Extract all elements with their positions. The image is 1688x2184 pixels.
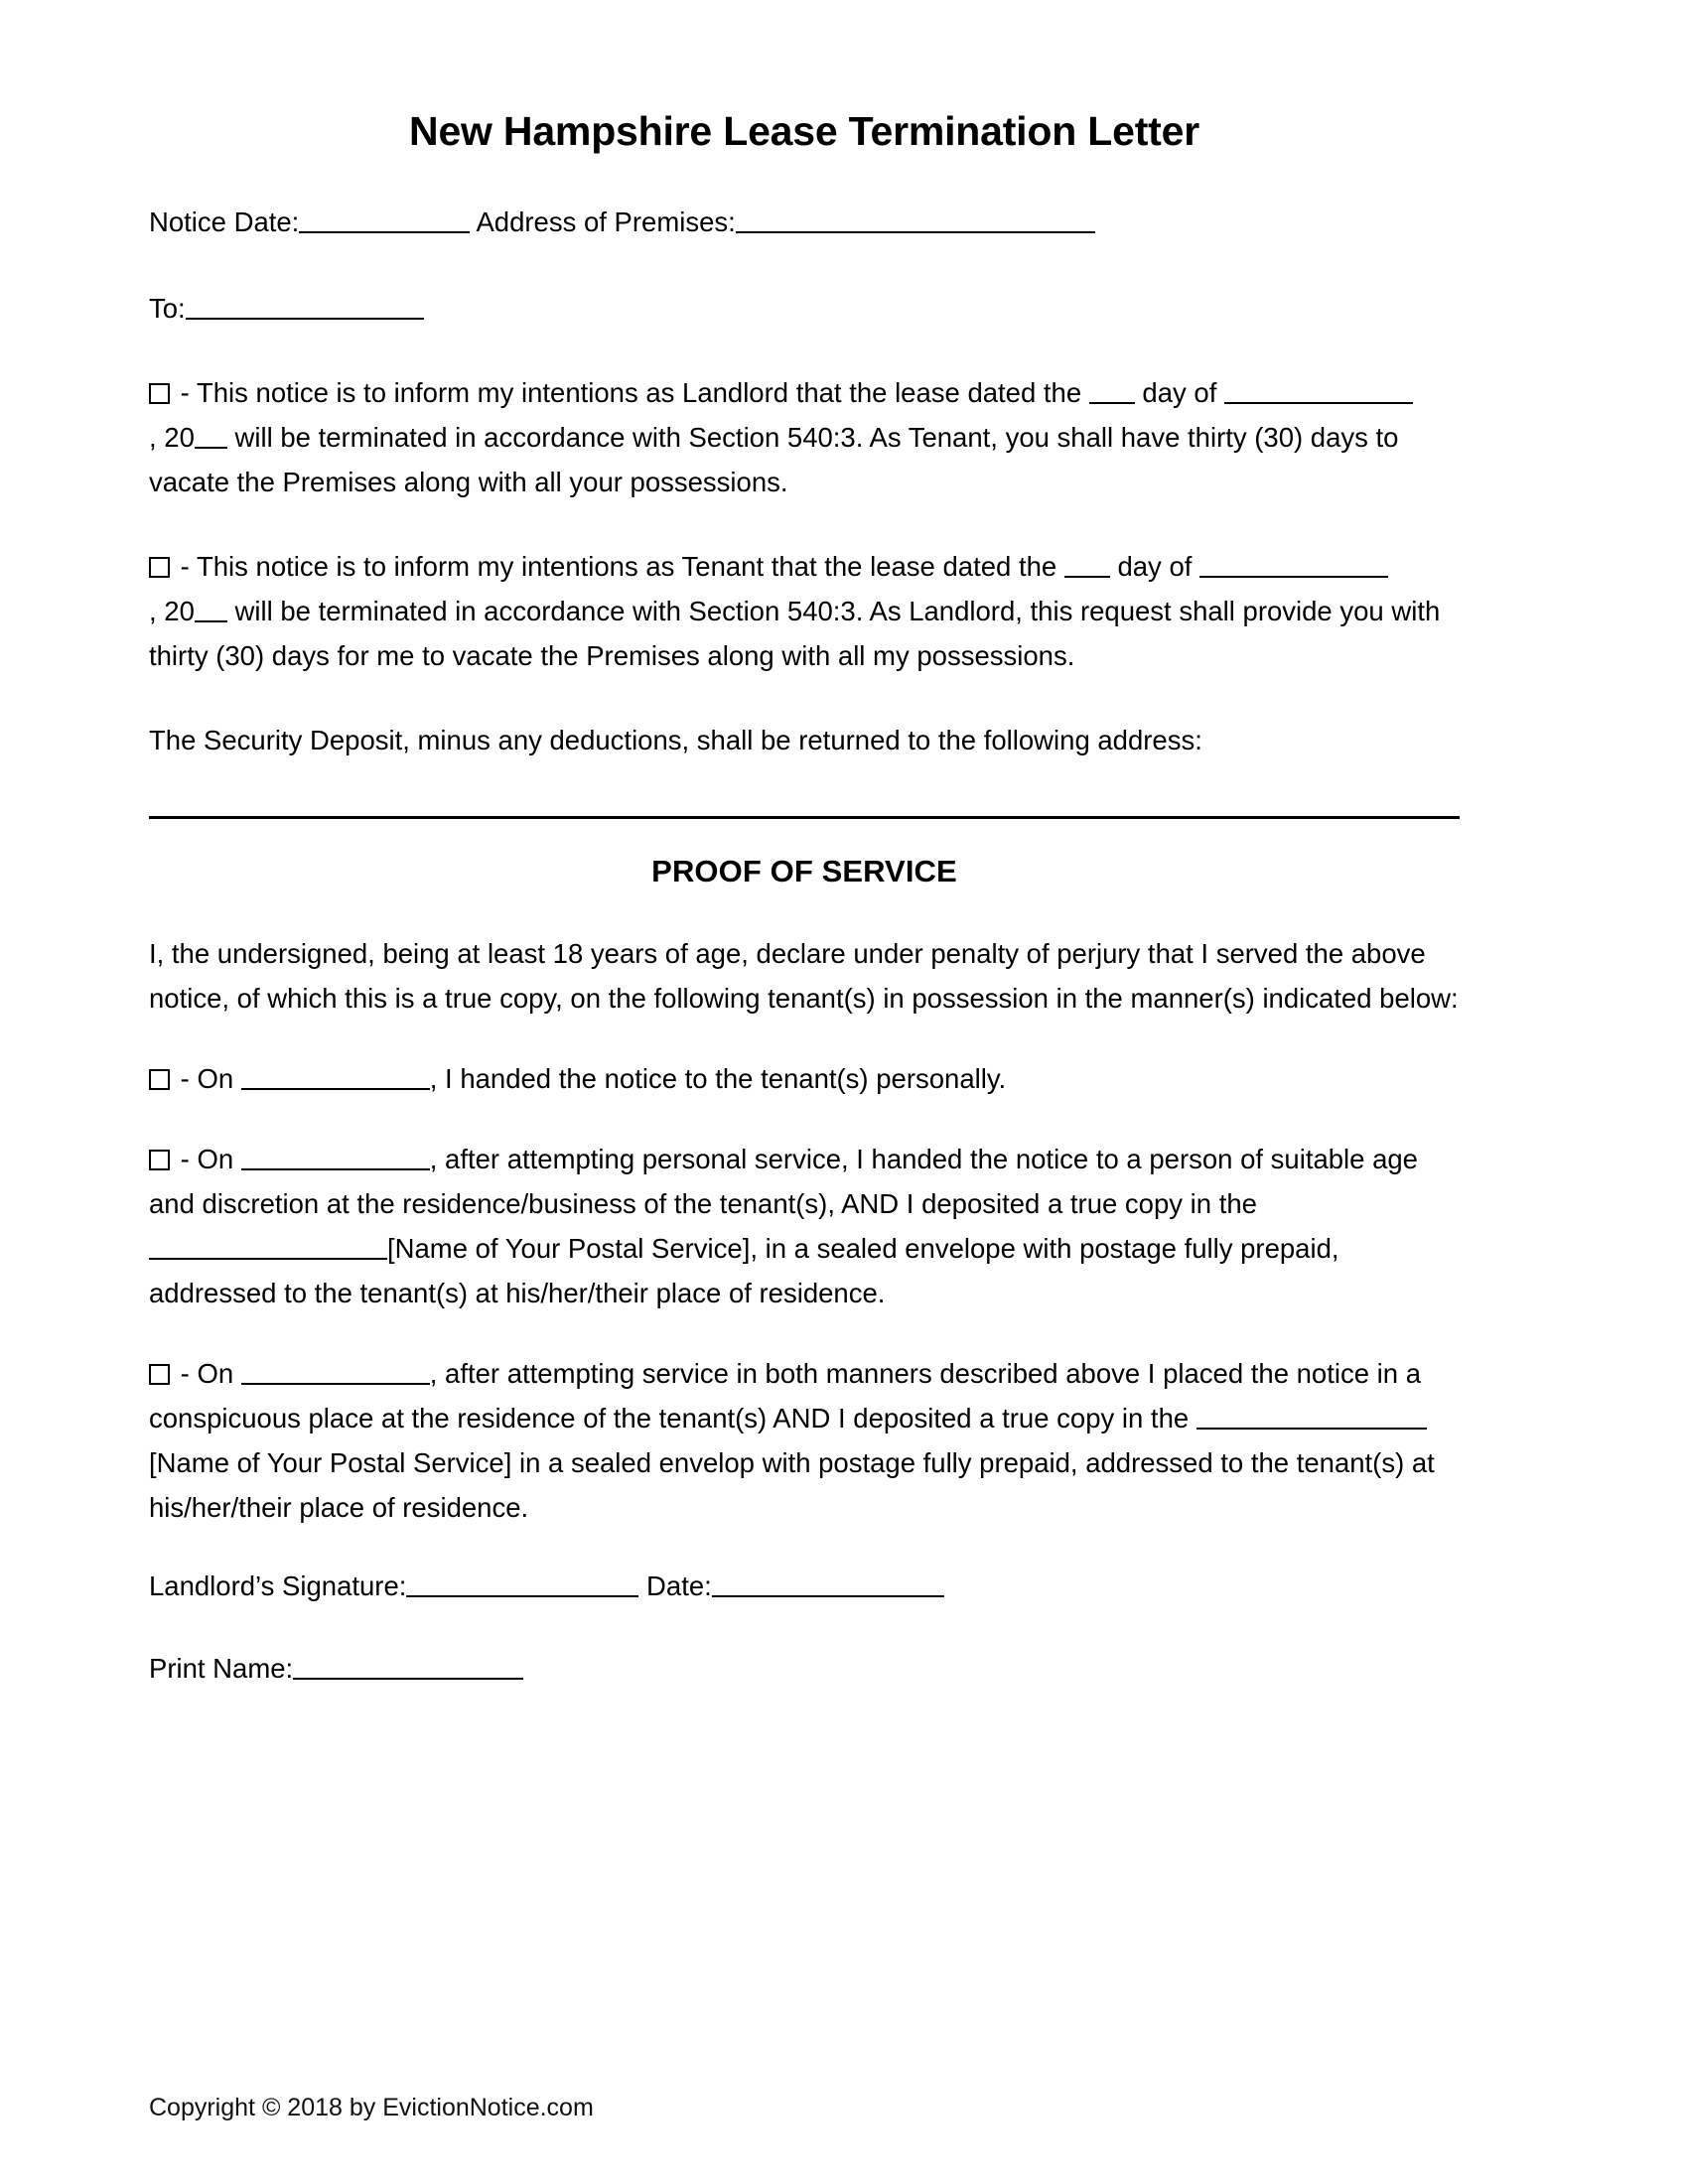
service-method-2-date-input[interactable] [241, 1141, 430, 1170]
spacer [149, 244, 1460, 286]
page-title: New Hampshire Lease Termination Letter [409, 108, 1199, 154]
landlord-signature-input[interactable] [406, 1568, 638, 1597]
print-name-label: Print Name: [149, 1652, 294, 1684]
security-deposit-paragraph: The Security Deposit, minus any deductions, shall be returned to the following address: [149, 725, 1202, 756]
signature-date-input[interactable] [712, 1568, 944, 1597]
spacer [149, 1101, 1460, 1137]
landlord-lease-year-input[interactable] [195, 419, 227, 449]
notice-date-row [149, 200, 1460, 244]
address-of-premises-label: Address of Premises: [476, 206, 736, 238]
spacer [149, 819, 1460, 853]
service-method-2-lead: - On [180, 1143, 234, 1174]
document-content [149, 0, 1460, 1691]
tenant-notice-year-wrap [149, 596, 227, 626]
service-method-2-postal-input[interactable] [149, 1230, 387, 1260]
notice-date-label: Notice Date: [149, 206, 300, 238]
spacer [149, 1315, 1460, 1351]
tenant-notice-text-3: , 20 [149, 596, 195, 627]
service-method-1 [149, 1056, 1460, 1101]
proof-of-service-intro: I, the undersigned, being at least 18 years of age, declare under penalty of perjury that I served the above notice, of which this is a true copy, on the following tenant(s) in possession in the manner(s) indicated below: [149, 937, 1459, 1014]
service-method-1-text: , I handed the notice to the tenant(s) personally. [429, 1062, 1007, 1094]
spacer [149, 1530, 1460, 1564]
notice-date-input[interactable] [299, 204, 470, 233]
service-method-2-checkbox[interactable] [149, 1150, 170, 1170]
tenant-notice-text-1: - This notice is to inform my intentions as Tenant that the lease dated the [180, 551, 1057, 583]
landlord-notice-text-1: - This notice is to inform my intentions as Landlord that the lease dated the [180, 377, 1082, 409]
spacer [149, 504, 1460, 544]
tenant-notice-paragraph [149, 544, 1460, 678]
service-method-3-checkbox[interactable] [149, 1364, 170, 1385]
landlord-signature-row [149, 1564, 1460, 1608]
address-of-premises-input[interactable] [736, 204, 1095, 233]
signature-date-label: Date: [646, 1570, 712, 1601]
service-method-1-checkbox[interactable] [149, 1069, 170, 1090]
print-name-row [149, 1646, 1460, 1691]
print-name-input[interactable] [293, 1650, 523, 1680]
spacer [149, 891, 1460, 931]
spacer [149, 331, 1460, 370]
tenant-notice-checkbox[interactable] [149, 557, 170, 578]
service-method-3-lead: - On [180, 1357, 234, 1389]
to-input[interactable] [186, 290, 424, 320]
spacer [149, 1021, 1460, 1056]
service-method-1-date-input[interactable] [241, 1060, 430, 1090]
service-method-2-text: , after attempting personal service, I handed the notice to a person of suitable age and discretion at the residence/business of the tenant(s), AND I deposited a true copy in the [149, 1143, 1418, 1219]
service-method-1-lead: - On [180, 1062, 234, 1094]
spacer [149, 762, 1460, 816]
tenant-lease-month-input[interactable] [1199, 548, 1388, 578]
service-method-3-postal-label: [Name of Your Postal Service] in a sealed envelop with postage fully prepaid, addressed to the tenant(s) at his/her/their place of residence. [149, 1446, 1435, 1523]
tenant-notice-text-4: will be terminated in accordance with Section 540:3. As Landlord, this request shall provide you with thirty (30) days for me to vacate the Premises along with all my possessions. [149, 596, 1441, 672]
landlord-notice-year-wrap [149, 422, 227, 453]
service-method-3-postal-input[interactable] [1196, 1400, 1427, 1430]
footer-copyright: Copyright © 2018 by EvictionNotice.com [149, 2094, 594, 2121]
landlord-lease-day-input[interactable] [1089, 374, 1135, 404]
to-row [149, 286, 1460, 331]
landlord-signature-label: Landlord’s Signature: [149, 1570, 407, 1601]
service-method-3 [149, 1351, 1460, 1530]
spacer [149, 156, 1460, 200]
landlord-notice-paragraph [149, 370, 1460, 504]
to-label: To: [149, 293, 186, 325]
spacer [149, 678, 1460, 718]
service-method-3-date-input[interactable] [241, 1355, 430, 1385]
service-method-2-postal-label: [Name of Your Postal Service], in a sealed envelope with postage fully prepaid, addressed to the tenant(s) at his/her/their place of residence. [149, 1232, 1339, 1308]
tenant-lease-year-input[interactable] [195, 593, 227, 622]
landlord-notice-checkbox[interactable] [149, 383, 170, 404]
landlord-notice-text-4: will be terminated in accordance with Section 540:3. As Tenant, you shall have thirty (30) days to vacate the Premises along with all your possessions. [149, 422, 1399, 498]
landlord-notice-text-2: day of [1142, 377, 1217, 409]
landlord-lease-month-input[interactable] [1224, 374, 1413, 404]
landlord-notice-text-3: , 20 [149, 422, 195, 454]
service-method-2 [149, 1137, 1460, 1315]
tenant-lease-day-input[interactable] [1064, 548, 1110, 578]
proof-of-service-heading: PROOF OF SERVICE [651, 854, 957, 889]
spacer [149, 1608, 1460, 1646]
tenant-notice-text-2: day of [1117, 551, 1193, 583]
service-method-3-text: , after attempting service in both manners described above I placed the notice in a conspicuous place at the residence of the tenant(s) AND I deposited a true copy in the [149, 1357, 1421, 1433]
